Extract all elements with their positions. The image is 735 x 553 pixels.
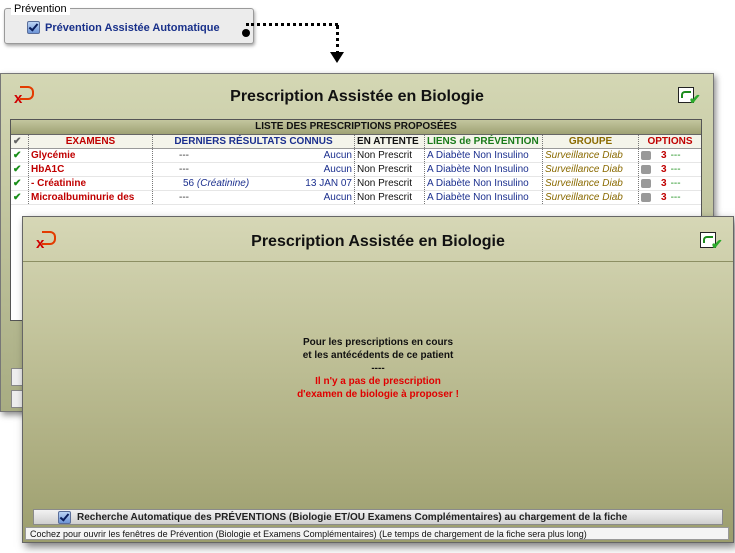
prevention-auto-checkbox[interactable]: [27, 21, 220, 34]
header-examens[interactable]: EXAMENS: [29, 135, 153, 148]
row-attente: Non Prescrit: [355, 191, 425, 204]
row-lien[interactable]: A Diabète Non Insulino: [425, 163, 543, 176]
title-divider: [23, 261, 733, 262]
row-resultat-value: 56: [183, 178, 195, 189]
header-check[interactable]: ✔: [11, 135, 29, 148]
message-separator: ----: [371, 363, 385, 374]
row-resultat-date: 13 JAN 07: [273, 177, 355, 190]
auto-search-label: Recherche Automatique des PRÉVENTIONS (Biologie ET/OU Examens Complémentaires) au chargement de la fiche: [77, 511, 628, 523]
row-groupe: Surveillance Diab: [543, 191, 639, 204]
header-groupe[interactable]: GROUPE: [543, 135, 639, 148]
header-liens[interactable]: LIENS de PRÉVENTION: [425, 135, 543, 148]
row-examen: Glycémie: [29, 149, 153, 162]
connector-line-vertical: [336, 25, 339, 55]
table-row[interactable]: [11, 163, 701, 177]
row-groupe: Surveillance Diab: [543, 163, 639, 176]
connector-arrow-icon: [330, 52, 344, 63]
row-options[interactable]: [639, 191, 701, 204]
table-row[interactable]: [11, 177, 701, 191]
row-resultat: ---: [179, 192, 189, 203]
warning-line-2: d'examen de biologie à proposer !: [297, 389, 459, 400]
row-check-icon[interactable]: ✔: [11, 163, 29, 176]
warning-line-1: Il n'y a pas de prescription: [315, 376, 441, 387]
row-option-num: 3: [661, 164, 667, 175]
header-attente[interactable]: EN ATTENTE: [355, 135, 425, 148]
row-check-icon[interactable]: ✔: [11, 177, 29, 190]
message-line-1: Pour les prescriptions en cours: [302, 337, 454, 348]
row-options[interactable]: [639, 163, 701, 176]
row-attente: Non Prescrit: [355, 163, 425, 176]
close-icon[interactable]: x: [35, 231, 57, 251]
row-lien[interactable]: A Diabète Non Insulino: [425, 191, 543, 204]
status-bar: Cochez pour ouvrir les fenêtres de Prévention (Biologie et Examens Complémentaires) (Le temps de chargement de la fiche sera plus long): [25, 527, 729, 540]
row-resultat-date: Aucun: [273, 149, 355, 162]
option-pill-icon[interactable]: [641, 193, 651, 202]
option-pill-icon[interactable]: [641, 179, 651, 188]
row-options[interactable]: [639, 177, 701, 190]
row-options[interactable]: [639, 149, 701, 162]
list-header: [11, 135, 701, 149]
row-examen: - Créatinine: [29, 177, 153, 190]
validate-icon[interactable]: ✔: [699, 231, 721, 251]
row-option-num: 3: [661, 150, 667, 161]
row-option-dash: ---: [670, 150, 681, 161]
row-examen: HbA1C: [29, 163, 153, 176]
table-row[interactable]: [11, 191, 701, 205]
option-pill-icon[interactable]: [641, 165, 651, 174]
row-resultat-date: Aucun: [273, 191, 355, 204]
option-pill-icon[interactable]: [641, 151, 651, 160]
row-resultat-date: Aucun: [273, 163, 355, 176]
auto-search-checkbox[interactable]: [33, 509, 723, 525]
prevention-auto-label: Prévention Assistée Automatique: [45, 21, 220, 34]
row-lien[interactable]: A Diabète Non Insulino: [425, 177, 543, 190]
front-window-title: Prescription Assistée en Biologie: [251, 233, 505, 250]
message-line-2: et les antécédents de ce patient: [302, 350, 454, 361]
row-resultat: [153, 177, 273, 190]
checkbox-checked-icon[interactable]: [58, 511, 71, 524]
header-options[interactable]: OPTIONS: [647, 136, 693, 147]
row-check-icon[interactable]: ✔: [11, 149, 29, 162]
row-resultat: ---: [179, 164, 189, 175]
prevention-group: [4, 3, 254, 44]
row-option-num: 3: [661, 192, 667, 203]
connector-line-horizontal: [246, 23, 338, 26]
front-window: [22, 216, 734, 543]
row-resultat-note: (Créatinine): [196, 178, 250, 189]
row-option-dash: ---: [670, 178, 681, 189]
row-check-icon[interactable]: ✔: [11, 191, 29, 204]
row-groupe: Surveillance Diab: [543, 177, 639, 190]
list-title: LISTE DES PRESCRIPTIONS PROPOSÉES: [11, 120, 701, 135]
row-examen: Microalbuminurie des: [29, 191, 153, 204]
row-option-num: 3: [661, 178, 667, 189]
row-resultat: ---: [179, 150, 189, 161]
checkbox-checked-icon[interactable]: [27, 21, 40, 34]
header-resultats[interactable]: DERNIERS RÉSULTATS CONNUS: [153, 135, 355, 148]
row-option-dash: ---: [670, 164, 681, 175]
back-window-title: Prescription Assistée en Biologie: [230, 88, 484, 105]
info-message: [23, 336, 733, 401]
row-groupe: Surveillance Diab: [543, 149, 639, 162]
row-attente: Non Prescrit: [355, 149, 425, 162]
close-icon[interactable]: x: [13, 86, 35, 106]
validate-icon[interactable]: ✔: [677, 86, 699, 106]
connector-dot: [242, 29, 250, 37]
row-option-dash: ---: [670, 192, 681, 203]
row-lien[interactable]: A Diabète Non Insulino: [425, 149, 543, 162]
table-row[interactable]: [11, 149, 701, 163]
row-attente: Non Prescrit: [355, 177, 425, 190]
prevention-legend: Prévention: [11, 3, 70, 15]
